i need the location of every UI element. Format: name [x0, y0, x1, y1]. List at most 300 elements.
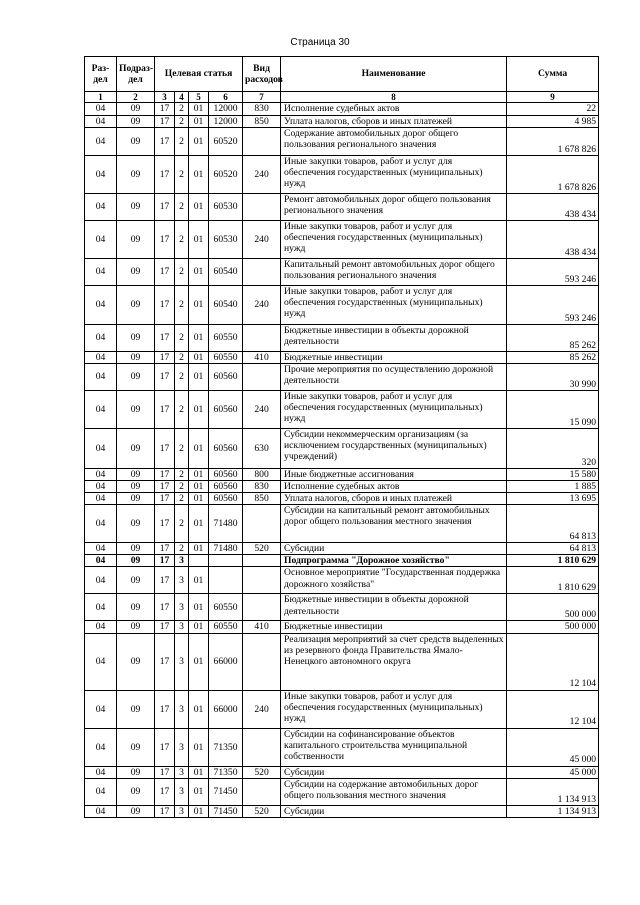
amount-cell: 1 810 629 — [507, 567, 599, 594]
amount-cell: 45 000 — [507, 728, 599, 766]
expense-type-cell: 850 — [243, 493, 281, 505]
expense-type-cell — [243, 127, 281, 155]
amount-cell: 438 434 — [507, 193, 599, 220]
subprogram-cell: 2 — [175, 351, 189, 363]
program-cell: 17 — [155, 728, 175, 766]
name-cell: Субсидии — [281, 805, 507, 817]
name-cell: Иные бюджетные ассигнования — [281, 468, 507, 480]
name-cell: Субсидии на содержание автомобильных дорог общего пользования местного значения — [281, 778, 507, 805]
column-number: 8 — [281, 92, 507, 103]
amount-cell: 30 990 — [507, 363, 599, 390]
name-cell: Субсидии — [281, 766, 507, 778]
event-cell: 01 — [189, 468, 209, 480]
subprogram-cell: 3 — [175, 621, 189, 633]
expense-type-cell — [243, 193, 281, 220]
event-cell: 01 — [189, 543, 209, 555]
amount-cell: 500 000 — [507, 594, 599, 621]
column-number: 5 — [189, 92, 209, 103]
subprogram-cell: 2 — [175, 115, 189, 127]
direction-cell: 60560 — [209, 390, 243, 428]
expense-type-cell: 410 — [243, 351, 281, 363]
name-cell: Субсидии — [281, 543, 507, 555]
expense-type-cell: 240 — [243, 220, 281, 258]
table-row — [85, 621, 599, 633]
table-row — [85, 567, 599, 594]
razdel-cell: 04 — [85, 258, 117, 285]
expense-type-cell — [243, 258, 281, 285]
direction-cell: 71350 — [209, 728, 243, 766]
subprogram-cell: 2 — [175, 258, 189, 285]
event-cell: 01 — [189, 428, 209, 468]
column-number: 3 — [155, 92, 175, 103]
expense-type-cell: 520 — [243, 805, 281, 817]
direction-cell: 60550 — [209, 594, 243, 621]
amount-cell: 13 695 — [507, 493, 599, 505]
event-cell: 01 — [189, 351, 209, 363]
razdel-cell: 04 — [85, 390, 117, 428]
subprogram-cell: 2 — [175, 480, 189, 492]
name-cell: Содержание автомобильных дорог общего пользования регионального значения — [281, 127, 507, 155]
razdel-cell: 04 — [85, 778, 117, 805]
podrazdel-cell: 09 — [117, 690, 155, 728]
program-cell: 17 — [155, 480, 175, 492]
amount-cell: 500 000 — [507, 621, 599, 633]
razdel-cell: 04 — [85, 493, 117, 505]
direction-cell: 71350 — [209, 766, 243, 778]
subprogram-cell: 2 — [175, 127, 189, 155]
podrazdel-cell: 09 — [117, 324, 155, 351]
table-row — [85, 594, 599, 621]
name-cell: Бюджетные инвестиции в объекты дорожной деятельности — [281, 324, 507, 351]
razdel-cell: 04 — [85, 633, 117, 690]
table-row — [85, 390, 599, 428]
expense-type-cell — [243, 505, 281, 543]
expense-type-cell: 630 — [243, 428, 281, 468]
table-row — [85, 690, 599, 728]
podrazdel-cell: 09 — [117, 220, 155, 258]
program-cell: 17 — [155, 468, 175, 480]
subprogram-cell: 2 — [175, 390, 189, 428]
event-cell: 01 — [189, 690, 209, 728]
direction-cell: 71480 — [209, 543, 243, 555]
event-cell: 01 — [189, 324, 209, 351]
amount-cell: 12 104 — [507, 633, 599, 690]
program-cell: 17 — [155, 220, 175, 258]
amount-cell: 1 885 — [507, 480, 599, 492]
podrazdel-cell: 09 — [117, 543, 155, 555]
expense-type-cell: 520 — [243, 766, 281, 778]
direction-cell: 12000 — [209, 115, 243, 127]
direction-cell: 12000 — [209, 103, 243, 115]
direction-cell: 60520 — [209, 127, 243, 155]
name-cell: Бюджетные инвестиции — [281, 621, 507, 633]
amount-cell: 593 246 — [507, 285, 599, 324]
podrazdel-cell: 09 — [117, 594, 155, 621]
event-cell: 01 — [189, 155, 209, 193]
header-razdel: Раз-дел — [85, 57, 117, 92]
podrazdel-cell: 09 — [117, 555, 155, 567]
amount-cell: 45 000 — [507, 766, 599, 778]
expense-type-cell: 240 — [243, 690, 281, 728]
table-row — [85, 543, 599, 555]
podrazdel-cell: 09 — [117, 728, 155, 766]
podrazdel-cell: 09 — [117, 493, 155, 505]
razdel-cell: 04 — [85, 766, 117, 778]
name-cell: Уплата налогов, сборов и иных платежей — [281, 493, 507, 505]
table-row — [85, 285, 599, 324]
budget-table — [84, 56, 599, 818]
expense-type-cell: 850 — [243, 115, 281, 127]
podrazdel-cell: 09 — [117, 390, 155, 428]
expense-type-cell — [243, 567, 281, 594]
header-podrazdel: Подраз-дел — [117, 57, 155, 92]
subprogram-cell: 2 — [175, 285, 189, 324]
direction-cell: 60560 — [209, 428, 243, 468]
event-cell: 01 — [189, 127, 209, 155]
direction-cell: 60530 — [209, 193, 243, 220]
razdel-cell: 04 — [85, 155, 117, 193]
table-row — [85, 468, 599, 480]
expense-type-cell — [243, 728, 281, 766]
direction-cell: 71450 — [209, 778, 243, 805]
page-number-label: Страница 30 — [290, 37, 350, 48]
razdel-cell: 04 — [85, 543, 117, 555]
event-cell: 01 — [189, 390, 209, 428]
program-cell: 17 — [155, 285, 175, 324]
subprogram-cell: 2 — [175, 324, 189, 351]
table-header — [85, 57, 599, 103]
amount-cell: 320 — [507, 428, 599, 468]
direction-cell: 60550 — [209, 351, 243, 363]
header-summa: Сумма — [507, 57, 599, 92]
event-cell: 01 — [189, 778, 209, 805]
razdel-cell: 04 — [85, 193, 117, 220]
razdel-cell: 04 — [85, 505, 117, 543]
name-cell: Реализация мероприятий за счет средств выделенных из резервного фонда Правительства Ямало-Ненецкого автономного округа — [281, 633, 507, 690]
program-cell: 17 — [155, 594, 175, 621]
program-cell: 17 — [155, 633, 175, 690]
subprogram-cell: 2 — [175, 155, 189, 193]
event-cell: 01 — [189, 115, 209, 127]
razdel-cell: 04 — [85, 480, 117, 492]
podrazdel-cell: 09 — [117, 127, 155, 155]
program-cell: 17 — [155, 115, 175, 127]
name-cell: Исполнение судебных актов — [281, 103, 507, 115]
subprogram-cell: 2 — [175, 220, 189, 258]
name-cell: Иные закупки товаров, работ и услуг для обеспечения государственных (муниципальных) нужд — [281, 690, 507, 728]
razdel-cell: 04 — [85, 351, 117, 363]
program-cell: 17 — [155, 103, 175, 115]
event-cell: 01 — [189, 728, 209, 766]
name-cell: Бюджетные инвестиции в объекты дорожной деятельности — [281, 594, 507, 621]
direction-cell: 60550 — [209, 324, 243, 351]
program-cell: 17 — [155, 621, 175, 633]
direction-cell: 66000 — [209, 633, 243, 690]
event-cell: 01 — [189, 567, 209, 594]
table-row — [85, 324, 599, 351]
direction-cell: 66000 — [209, 690, 243, 728]
expense-type-cell — [243, 555, 281, 567]
name-cell: Бюджетные инвестиции — [281, 351, 507, 363]
program-cell: 17 — [155, 193, 175, 220]
program-cell: 17 — [155, 155, 175, 193]
direction-cell: 60560 — [209, 493, 243, 505]
direction-cell: 71480 — [209, 505, 243, 543]
table-row — [85, 555, 599, 567]
header-naimenovanie: Наименование — [281, 57, 507, 92]
podrazdel-cell: 09 — [117, 766, 155, 778]
event-cell: 01 — [189, 621, 209, 633]
amount-cell: 1 678 826 — [507, 127, 599, 155]
razdel-cell: 04 — [85, 468, 117, 480]
amount-cell: 1 134 913 — [507, 778, 599, 805]
expense-type-cell: 240 — [243, 285, 281, 324]
expense-type-cell: 830 — [243, 103, 281, 115]
podrazdel-cell: 09 — [117, 805, 155, 817]
name-cell: Подпрограмма "Дорожное хозяйство" — [281, 555, 507, 567]
subprogram-cell: 2 — [175, 363, 189, 390]
direction-cell: 60560 — [209, 363, 243, 390]
podrazdel-cell: 09 — [117, 115, 155, 127]
table-row — [85, 351, 599, 363]
subprogram-cell: 3 — [175, 778, 189, 805]
expense-type-cell: 520 — [243, 543, 281, 555]
column-number: 4 — [175, 92, 189, 103]
amount-cell: 438 434 — [507, 220, 599, 258]
amount-cell: 1 678 826 — [507, 155, 599, 193]
name-cell: Прочие мероприятия по осуществлению дорожной деятельности — [281, 363, 507, 390]
direction-cell — [209, 555, 243, 567]
name-cell: Исполнение судебных актов — [281, 480, 507, 492]
subprogram-cell: 3 — [175, 633, 189, 690]
direction-cell: 60520 — [209, 155, 243, 193]
name-cell: Капитальный ремонт автомобильных дорог общего пользования регионального значения — [281, 258, 507, 285]
table-row — [85, 428, 599, 468]
program-cell: 17 — [155, 543, 175, 555]
name-cell: Иные закупки товаров, работ и услуг для обеспечения государственных (муниципальных) нужд — [281, 285, 507, 324]
subprogram-cell: 3 — [175, 567, 189, 594]
program-cell: 17 — [155, 428, 175, 468]
event-cell: 01 — [189, 363, 209, 390]
razdel-cell: 04 — [85, 567, 117, 594]
column-number: 1 — [85, 92, 117, 103]
name-cell: Иные закупки товаров, работ и услуг для обеспечения государственных (муниципальных) нужд — [281, 155, 507, 193]
subprogram-cell: 2 — [175, 543, 189, 555]
program-cell: 17 — [155, 778, 175, 805]
name-cell: Субсидии на софинансирование объектов капитального строительства муниципальной собственности — [281, 728, 507, 766]
table-row — [85, 103, 599, 115]
column-number: 2 — [117, 92, 155, 103]
subprogram-cell: 2 — [175, 468, 189, 480]
column-number: 9 — [507, 92, 599, 103]
podrazdel-cell: 09 — [117, 468, 155, 480]
direction-cell: 71450 — [209, 805, 243, 817]
amount-cell: 15 580 — [507, 468, 599, 480]
amount-cell: 85 262 — [507, 351, 599, 363]
program-cell: 17 — [155, 127, 175, 155]
podrazdel-cell: 09 — [117, 480, 155, 492]
podrazdel-cell: 09 — [117, 193, 155, 220]
header-celevaya-statya: Целевая статья — [155, 57, 243, 92]
event-cell — [189, 555, 209, 567]
direction-cell: 60530 — [209, 220, 243, 258]
table-row — [85, 633, 599, 690]
table-row — [85, 363, 599, 390]
amount-cell: 64 813 — [507, 543, 599, 555]
header-vid-rashodov: Вид расходов — [243, 57, 281, 92]
name-cell: Иные закупки товаров, работ и услуг для обеспечения государственных (муниципальных) нужд — [281, 220, 507, 258]
program-cell: 17 — [155, 567, 175, 594]
direction-cell: 60550 — [209, 621, 243, 633]
razdel-cell: 04 — [85, 690, 117, 728]
podrazdel-cell: 09 — [117, 428, 155, 468]
amount-cell: 12 104 — [507, 690, 599, 728]
subprogram-cell: 3 — [175, 555, 189, 567]
subprogram-cell: 3 — [175, 594, 189, 621]
expense-type-cell — [243, 633, 281, 690]
table-row — [85, 155, 599, 193]
subprogram-cell: 2 — [175, 428, 189, 468]
podrazdel-cell: 09 — [117, 258, 155, 285]
razdel-cell: 04 — [85, 621, 117, 633]
podrazdel-cell: 09 — [117, 567, 155, 594]
table-row — [85, 728, 599, 766]
amount-cell: 593 246 — [507, 258, 599, 285]
razdel-cell: 04 — [85, 103, 117, 115]
event-cell: 01 — [189, 258, 209, 285]
subprogram-cell: 3 — [175, 690, 189, 728]
table-row — [85, 127, 599, 155]
name-cell: Основное мероприятие "Государственная поддержка дорожного хозяйства" — [281, 567, 507, 594]
razdel-cell: 04 — [85, 805, 117, 817]
razdel-cell: 04 — [85, 220, 117, 258]
razdel-cell: 04 — [85, 555, 117, 567]
podrazdel-cell: 09 — [117, 633, 155, 690]
program-cell: 17 — [155, 493, 175, 505]
podrazdel-cell: 09 — [117, 621, 155, 633]
table-row — [85, 805, 599, 817]
subprogram-cell: 3 — [175, 805, 189, 817]
column-number: 6 — [209, 92, 243, 103]
event-cell: 01 — [189, 103, 209, 115]
column-number-row — [85, 92, 599, 103]
amount-cell: 4 985 — [507, 115, 599, 127]
event-cell: 01 — [189, 493, 209, 505]
razdel-cell: 04 — [85, 115, 117, 127]
razdel-cell: 04 — [85, 594, 117, 621]
amount-cell: 1 134 913 — [507, 805, 599, 817]
event-cell: 01 — [189, 633, 209, 690]
expense-type-cell — [243, 594, 281, 621]
event-cell: 01 — [189, 805, 209, 817]
amount-cell: 15 090 — [507, 390, 599, 428]
name-cell: Уплата налогов, сборов и иных платежей — [281, 115, 507, 127]
razdel-cell: 04 — [85, 428, 117, 468]
event-cell: 01 — [189, 193, 209, 220]
table-row — [85, 493, 599, 505]
event-cell: 01 — [189, 766, 209, 778]
program-cell: 17 — [155, 351, 175, 363]
table-row — [85, 220, 599, 258]
podrazdel-cell: 09 — [117, 103, 155, 115]
column-number: 7 — [243, 92, 281, 103]
amount-cell: 85 262 — [507, 324, 599, 351]
program-cell: 17 — [155, 258, 175, 285]
program-cell: 17 — [155, 766, 175, 778]
program-cell: 17 — [155, 390, 175, 428]
program-cell: 17 — [155, 555, 175, 567]
expense-type-cell — [243, 363, 281, 390]
program-cell: 17 — [155, 363, 175, 390]
amount-cell: 22 — [507, 103, 599, 115]
table-row — [85, 115, 599, 127]
subprogram-cell: 2 — [175, 505, 189, 543]
name-cell: Ремонт автомобильных дорог общего пользования регионального значения — [281, 193, 507, 220]
expense-type-cell: 800 — [243, 468, 281, 480]
event-cell: 01 — [189, 505, 209, 543]
table-row — [85, 778, 599, 805]
program-cell: 17 — [155, 690, 175, 728]
subprogram-cell: 2 — [175, 193, 189, 220]
table-row — [85, 480, 599, 492]
podrazdel-cell: 09 — [117, 505, 155, 543]
name-cell: Субсидии некоммерческим организациям (за исключением государственных (муниципальных) учреждений) — [281, 428, 507, 468]
podrazdel-cell: 09 — [117, 155, 155, 193]
direction-cell: 60560 — [209, 480, 243, 492]
podrazdel-cell: 09 — [117, 285, 155, 324]
table-row — [85, 505, 599, 543]
name-cell: Субсидии на капитальный ремонт автомобильных дорог общего пользования местного значения — [281, 505, 507, 543]
expense-type-cell: 410 — [243, 621, 281, 633]
expense-type-cell: 830 — [243, 480, 281, 492]
expense-type-cell: 240 — [243, 390, 281, 428]
event-cell: 01 — [189, 220, 209, 258]
subprogram-cell: 2 — [175, 493, 189, 505]
event-cell: 01 — [189, 285, 209, 324]
direction-cell — [209, 567, 243, 594]
subprogram-cell: 3 — [175, 766, 189, 778]
amount-cell: 1 810 629 — [507, 555, 599, 567]
program-cell: 17 — [155, 324, 175, 351]
subprogram-cell: 2 — [175, 103, 189, 115]
subprogram-cell: 3 — [175, 728, 189, 766]
event-cell: 01 — [189, 594, 209, 621]
expense-type-cell — [243, 778, 281, 805]
expense-type-cell — [243, 324, 281, 351]
table-body — [85, 103, 599, 817]
event-cell: 01 — [189, 480, 209, 492]
expense-type-cell: 240 — [243, 155, 281, 193]
razdel-cell: 04 — [85, 324, 117, 351]
name-cell: Иные закупки товаров, работ и услуг для обеспечения государственных (муниципальных) нужд — [281, 390, 507, 428]
podrazdel-cell: 09 — [117, 778, 155, 805]
amount-cell: 64 813 — [507, 505, 599, 543]
program-cell: 17 — [155, 805, 175, 817]
direction-cell: 60540 — [209, 258, 243, 285]
direction-cell: 60560 — [209, 468, 243, 480]
podrazdel-cell: 09 — [117, 351, 155, 363]
table-row — [85, 258, 599, 285]
razdel-cell: 04 — [85, 363, 117, 390]
razdel-cell: 04 — [85, 127, 117, 155]
podrazdel-cell: 09 — [117, 363, 155, 390]
direction-cell: 60540 — [209, 285, 243, 324]
program-cell: 17 — [155, 505, 175, 543]
razdel-cell: 04 — [85, 285, 117, 324]
table-row — [85, 766, 599, 778]
razdel-cell: 04 — [85, 728, 117, 766]
table-row — [85, 193, 599, 220]
